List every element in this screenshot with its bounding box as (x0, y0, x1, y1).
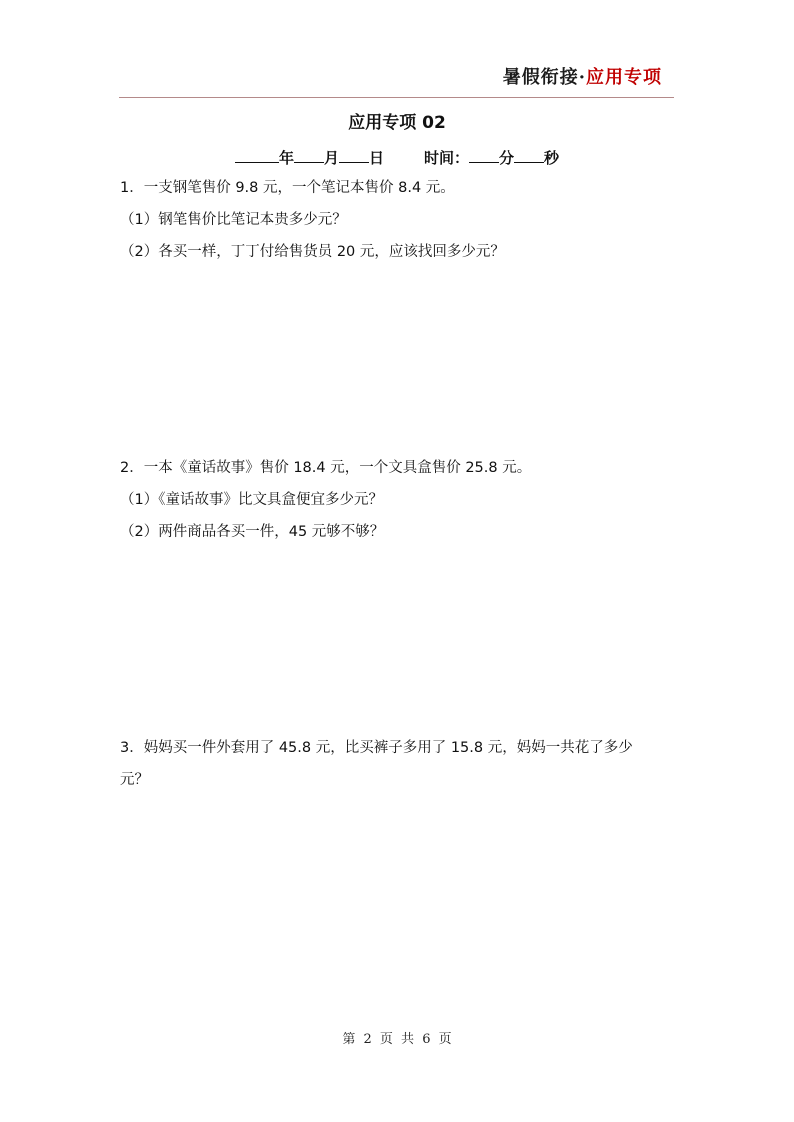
minute-label: 分 (499, 149, 515, 167)
header-divider (119, 97, 674, 98)
header-brand-prefix: 暑假衔接· (502, 67, 586, 88)
page-footer: 第 2 页 共 6 页 (342, 1032, 452, 1047)
question-1-part-1: （1）钢笔售价比笔记本贵多少元？ (120, 212, 347, 228)
month-label: 月 (323, 149, 339, 167)
question-2-part-1: （1）《童话故事》比文具盒便宜多少元？ (120, 492, 383, 508)
question-1-stem: 1．一支钢笔售价 9.8 元，一个笔记本售价 8.4 元。 (120, 180, 455, 196)
header-brand-accent: 应用专项 (586, 67, 662, 88)
minute-blank[interactable] (469, 148, 499, 163)
year-blank[interactable] (235, 148, 279, 163)
day-label: 日 (368, 149, 384, 167)
header-brand (503, 63, 662, 89)
page-title: 应用专项 02 (348, 113, 446, 133)
year-label: 年 (278, 149, 294, 167)
month-blank[interactable] (294, 148, 324, 163)
date-time-line (0, 147, 794, 168)
question-2-stem: 2．一本《童话故事》售价 18.4 元，一个文具盒售价 25.8 元。 (120, 460, 532, 476)
second-label: 秒 (544, 149, 560, 167)
second-blank[interactable] (514, 148, 544, 163)
question-3-stem-line-2: 元？ (120, 772, 149, 788)
question-2-part-2: （2）两件商品各买一件，45 元够不够？ (120, 524, 385, 540)
time-label: 时间： (424, 149, 470, 167)
question-1-part-2: （2）各买一样，丁丁付给售货员 20 元，应该找回多少元？ (120, 244, 505, 260)
day-blank[interactable] (339, 148, 369, 163)
question-3-stem-line-1: 3．妈妈买一件外套用了 45.8 元，比买裤子多用了 15.8 元，妈妈一共花了多少 (120, 740, 633, 756)
